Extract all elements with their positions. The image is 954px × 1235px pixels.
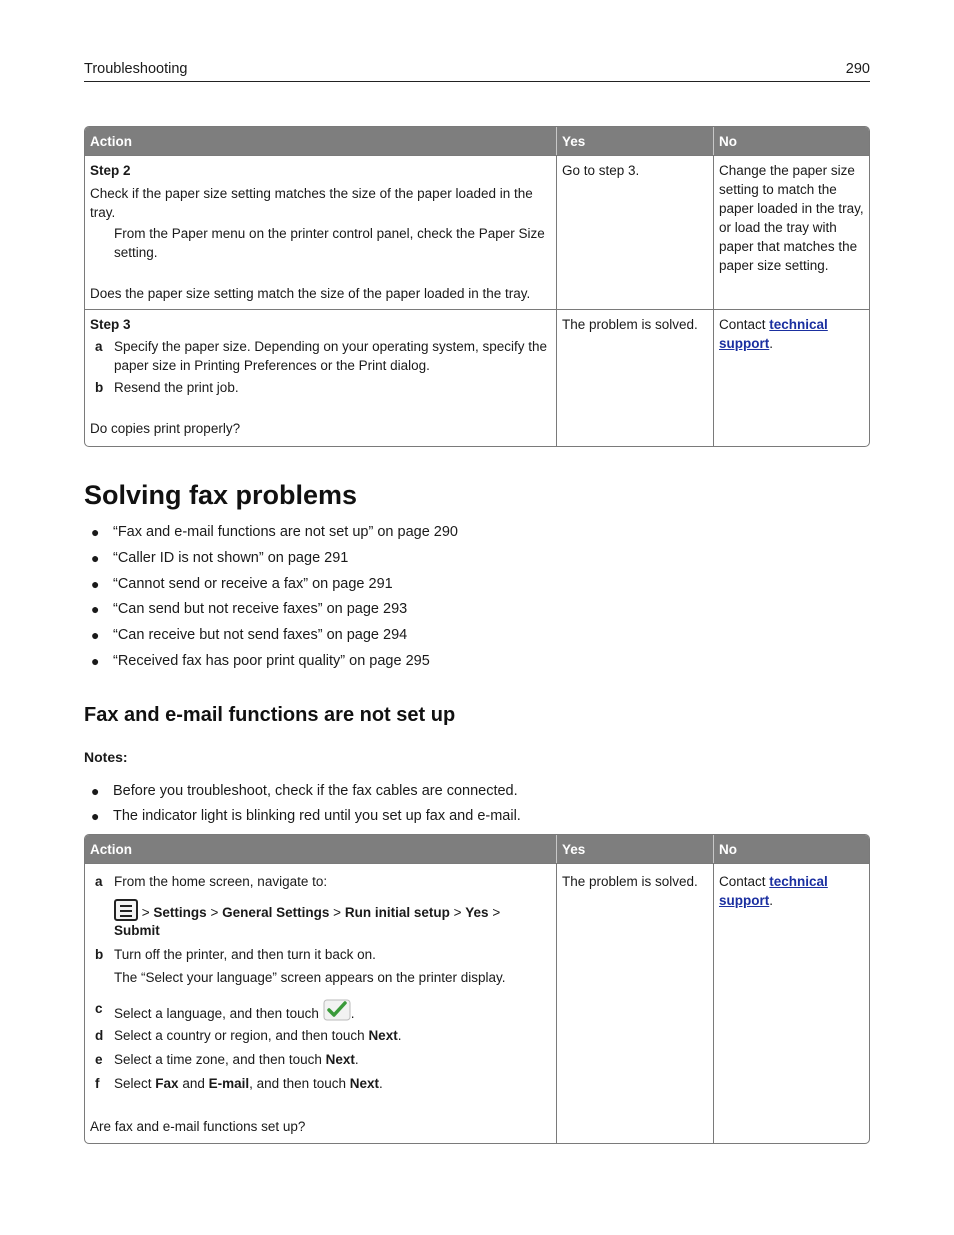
setup-action-cell: [85, 863, 557, 1143]
header-title: Troubleshooting: [84, 61, 188, 77]
bullet-icon: ●: [91, 808, 100, 824]
item-letter: a: [95, 339, 103, 354]
header-action: Action: [85, 127, 557, 155]
item-end: .: [397, 1028, 402, 1043]
item-e: [90, 1050, 551, 1069]
path-separator: >: [210, 905, 219, 920]
list-item[interactable]: [84, 650, 458, 676]
item-letter: a: [95, 874, 103, 889]
section-link-list: [84, 521, 458, 676]
setup-yes: The problem is solved.: [557, 863, 714, 1143]
item-b-sub: The “Select your language” screen appears on the printer display.: [114, 970, 506, 985]
link-text[interactable]: “Can receive but not send faxes” on page 294: [113, 627, 408, 644]
item-bold: Next: [368, 1028, 398, 1043]
list-item[interactable]: [84, 573, 458, 599]
header-yes: Yes: [557, 835, 714, 863]
path-separator: >: [492, 905, 501, 920]
step-2-question: Does the paper size setting match the size of the paper loaded in the tray.: [90, 286, 531, 301]
link-text[interactable]: “Caller ID is not shown” on page 291: [113, 549, 349, 566]
table-header-row: [85, 835, 869, 863]
bullet-icon: ●: [91, 575, 100, 592]
path-submit: Submit: [114, 923, 160, 938]
table-row-step-2: [85, 155, 869, 309]
item-letter: d: [95, 1028, 104, 1043]
path-settings: Settings: [153, 905, 207, 920]
item-f: [90, 1074, 551, 1093]
header-no: No: [714, 835, 869, 863]
table-row-setup: [85, 863, 869, 1143]
header-yes: Yes: [557, 127, 714, 155]
path-separator: >: [453, 905, 462, 920]
header-action: Action: [85, 835, 557, 863]
bullet-icon: ●: [91, 549, 100, 566]
step-3-item-b: [90, 378, 551, 397]
item-bold: Next: [325, 1052, 355, 1067]
link-text[interactable]: “Received fax has poor print quality” on page 295: [113, 652, 430, 669]
troubleshooting-table-2: [84, 834, 870, 1144]
page-header: [84, 60, 870, 82]
note-item: [84, 805, 521, 830]
item-letter: b: [95, 947, 104, 962]
notes-label: Notes:: [84, 749, 128, 765]
subsection-title: Fax and e-mail functions are not set up: [84, 704, 456, 726]
item-end: .: [350, 1006, 355, 1021]
bullet-icon: ●: [91, 524, 100, 540]
item-bold: Next: [349, 1076, 379, 1091]
path-general-settings: General Settings: [222, 905, 330, 920]
item-text: Select a country or region, and then touch: [114, 1028, 365, 1043]
technical-support-link[interactable]: technical support: [719, 317, 828, 351]
navigation-path: [90, 899, 551, 940]
item-a: [90, 872, 551, 891]
item-text: Select: [114, 1076, 152, 1091]
item-d: [90, 1026, 551, 1045]
step-3-no: [714, 309, 869, 446]
setup-question: Are fax and e-mail functions set up?: [90, 1119, 306, 1134]
header-no: No: [714, 127, 869, 155]
check-icon: [323, 999, 351, 1021]
item-c: [90, 999, 551, 1023]
setup-no: [714, 863, 869, 1143]
item-letter: e: [95, 1052, 103, 1067]
item-text: Resend the print job.: [114, 380, 239, 395]
item-text: , and then touch: [249, 1076, 346, 1091]
path-run-initial-setup: Run initial setup: [344, 905, 450, 920]
item-letter: f: [95, 1076, 100, 1091]
notes-list: [84, 780, 521, 830]
item-text: Select a time zone, and then touch: [114, 1052, 322, 1067]
step-3-question: Do copies print properly?: [90, 421, 241, 436]
link-text[interactable]: “Fax and e-mail functions are not set up” on page 290: [113, 524, 458, 540]
note-text: Before you troubleshoot, check if the fax cables are connected.: [113, 783, 518, 799]
step-2-sub: From the Paper menu on the printer control panel, check the Paper Size setting.: [114, 226, 545, 260]
item-text: and: [182, 1076, 205, 1091]
table-header-row: [85, 127, 869, 155]
step-2-no: Change the paper size setting to match the paper loaded in the tray, or load the tray with paper that matches the paper size setting.: [714, 155, 869, 309]
path-yes: Yes: [465, 905, 489, 920]
item-letter: b: [95, 380, 104, 395]
troubleshooting-table-1: [84, 126, 870, 447]
item-bold: E-mail: [208, 1076, 250, 1091]
step-3-yes: The problem is solved.: [557, 309, 714, 446]
link-text[interactable]: “Can send but not receive faxes” on page 293: [113, 601, 408, 618]
page-number: 290: [845, 61, 870, 77]
item-text: Select a language, and then touch: [114, 1006, 319, 1021]
item-text: Specify the paper size. Depending on your operating system, specify the paper size in Printing Preferences or the Print dialog.: [114, 339, 547, 373]
list-item[interactable]: [84, 547, 458, 573]
contact-suffix: .: [769, 893, 774, 908]
step-3-action-cell: [85, 309, 557, 446]
step-3-item-a: [90, 337, 551, 375]
bullet-icon: ●: [91, 601, 100, 618]
path-separator: >: [141, 905, 150, 920]
table-row-step-3: [85, 309, 869, 446]
item-text: Turn off the printer, and then turn it back on.: [114, 947, 376, 962]
menu-icon: [114, 899, 138, 921]
step-2-action-cell: [85, 155, 557, 309]
list-item[interactable]: [84, 624, 458, 650]
section-title: Solving fax problems: [84, 480, 358, 510]
link-text[interactable]: “Cannot send or receive a fax” on page 291: [113, 575, 393, 592]
item-b: [90, 945, 551, 964]
item-letter: c: [95, 1001, 103, 1016]
bullet-icon: ●: [91, 652, 100, 669]
contact-prefix: Contact: [719, 317, 770, 332]
bullet-icon: ●: [91, 783, 100, 799]
list-item[interactable]: [84, 598, 458, 624]
step-3-title: Step 3: [90, 317, 131, 332]
item-end: .: [379, 1076, 383, 1091]
item-end: .: [354, 1052, 359, 1067]
step-2-text: Check if the paper size setting matches the size of the paper loaded in the tray.: [90, 186, 533, 220]
contact-suffix: .: [769, 336, 774, 351]
bullet-icon: ●: [91, 627, 100, 644]
note-item: [84, 780, 521, 805]
item-text: From the home screen, navigate to:: [114, 874, 328, 889]
item-bold: Fax: [155, 1076, 179, 1091]
technical-support-link[interactable]: technical support: [719, 874, 828, 908]
step-2-title: Step 2: [90, 163, 131, 178]
contact-prefix: Contact: [719, 874, 770, 889]
note-text: The indicator light is blinking red until you set up fax and e-mail.: [113, 808, 521, 824]
path-separator: >: [333, 905, 342, 920]
list-item[interactable]: [84, 521, 458, 547]
step-2-yes: Go to step 3.: [557, 155, 714, 309]
